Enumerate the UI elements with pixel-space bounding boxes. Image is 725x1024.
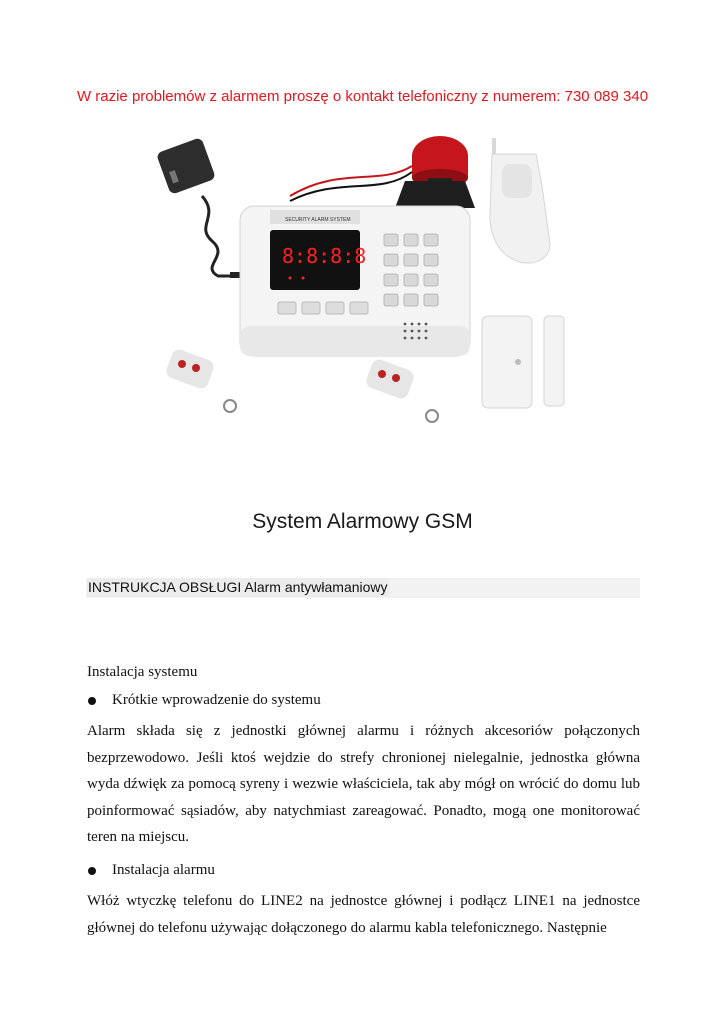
remote-control-right [364,357,438,422]
bullet-item [87,862,640,879]
bullet-icon [88,697,96,705]
paragraph-text: Alarm składa się z jednostki głównej alarmu i różnych akcesoriów połączonych bezprzewodowo. Jeśli ktoś wejdzie do strefy chronionej nielegalnie, jednostka główna wyda dźwięk za pomocą syreny i wezwie właściciela, tak aby mógł on wrócić do domu lub poinformować sąsiadów, aby natychmiast zareagować. Ponadto, mogą one monitorować teren na miejscu. [87,723,640,845]
bullet-text: Krótkie wprowadzenie do systemu [112,692,321,708]
paragraph [87,718,640,851]
paragraph [87,888,640,941]
door-sensor [482,316,564,408]
bullet-icon [88,867,96,875]
svg-text:SECURITY ALARM SYSTEM: SECURITY ALARM SYSTEM [285,217,351,223]
document-title: System Alarmowy GSM [252,510,473,533]
siren [290,136,475,208]
document-subtitle: INSTRUKCJA OBSŁUGI Alarm antywłamaniowy [88,579,388,595]
bullet-text: Instalacja alarmu [112,862,215,878]
paragraph-text: Włóż wtyczkę telefonu do LINE2 na jednostce głównej i podłącz LINE1 na jednostce głównej do telefonu używając dołączonego do alarmu kabla telefonicznego. Następnie [87,893,640,936]
remote-control-left [164,347,236,412]
power-adapter [156,137,246,278]
contact-notice: W razie problemów z alarmem proszę o kontakt telefoniczny z numerem: 730 089 340 [76,88,649,105]
svg-text:8:8:8:8: 8:8:8:8 [282,244,367,268]
alarm-panel [240,206,470,356]
product-photo [140,126,585,426]
motion-sensor [490,138,550,263]
bullet-item [87,692,640,709]
section-heading: Instalacja systemu [87,664,198,680]
